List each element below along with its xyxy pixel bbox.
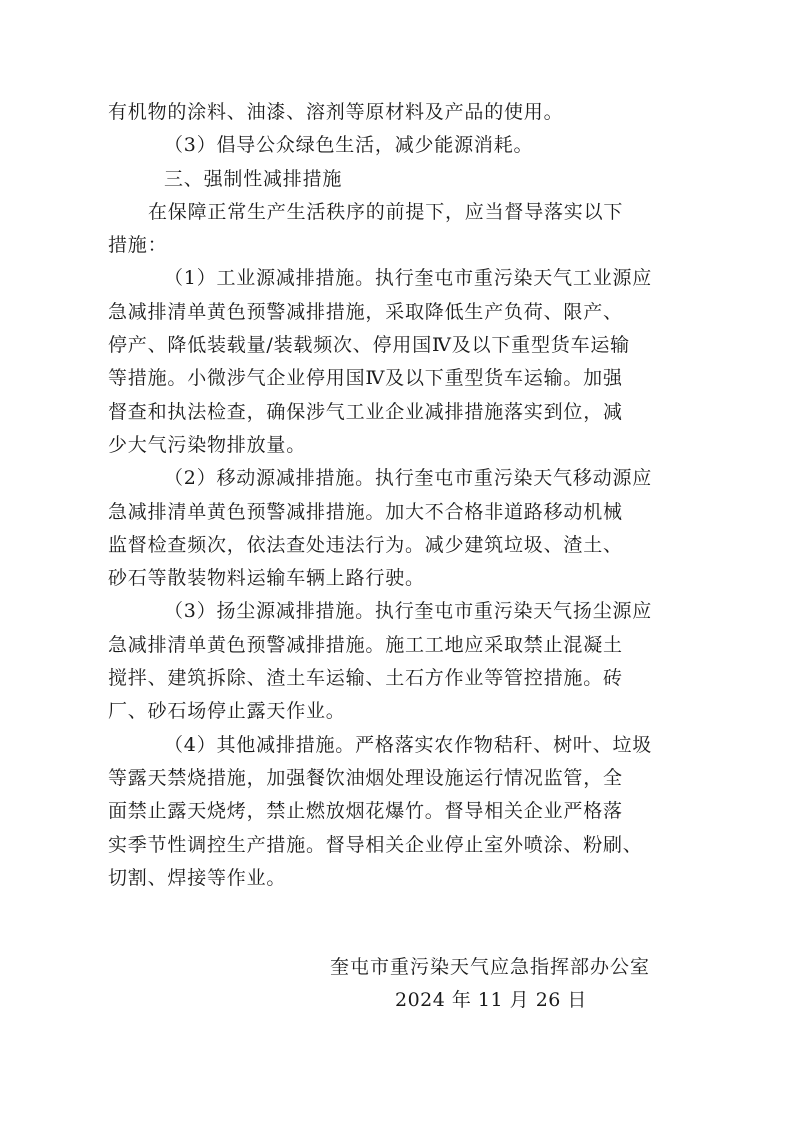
paragraph-line: 搅拌、建筑拆除、渣土车运输、土石方作业等管控措施。砖	[108, 667, 623, 690]
paragraph-line: 停产、降低装载量/装载频次、停用国Ⅳ及以下重型货车运输	[108, 334, 630, 357]
paragraph-line: （3）扬尘源减排措施。执行奎屯市重污染天气扬尘源应	[164, 600, 653, 623]
paragraph-line: 少大气污染物排放量。	[108, 433, 307, 456]
paragraph-line: （3）倡导公众绿色生活，减少能源消耗。	[164, 134, 534, 157]
paragraph-line: 在保障正常生产生活秩序的前提下，应当督导落实以下	[148, 200, 624, 223]
paragraph-line: 砂石等散装物料运输车辆上路行驶。	[108, 567, 425, 590]
paragraph-line: 急减排清单黄色预警减排措施，采取降低生产负荷、限产、	[108, 300, 623, 323]
paragraph-line: （4）其他减排措施。严格落实农作物秸秆、树叶、垃圾	[164, 733, 653, 756]
paragraph-line: 监督检查频次，依法查处违法行为。减少建筑垃圾、渣土、	[108, 533, 623, 556]
signature-date: 2024 年 11 月 26 日	[395, 989, 587, 1011]
paragraph-line: 急减排清单黄色预警减排措施。施工工地应采取禁止混凝土	[108, 633, 623, 656]
paragraph-line: 有机物的涂料、油漆、溶剂等原材料及产品的使用。	[108, 101, 564, 123]
paragraph-line: 切割、焊接等作业。	[108, 866, 287, 889]
paragraph-line: （2）移动源减排措施。执行奎屯市重污染天气移动源应	[164, 467, 653, 490]
paragraph-line: 等措施。小微涉气企业停用国Ⅳ及以下重型货车运输。加强	[108, 367, 623, 390]
paragraph-line: 督查和执法检查，确保涉气工业企业减排措施落实到位，减	[108, 400, 623, 423]
paragraph-line: 面禁止露天烧烤，禁止燃放烟花爆竹。督导相关企业严格落	[108, 800, 623, 823]
paragraph-line: （1）工业源减排措施。执行奎屯市重污染天气工业源应	[164, 267, 653, 290]
paragraph-line: 措施：	[108, 234, 168, 257]
paragraph-line: 急减排清单黄色预警减排措施。加大不合格非道路移动机械	[108, 500, 623, 523]
paragraph-line: 实季节性调控生产措施。督导相关企业停止室外喷涂、粉刷、	[108, 833, 643, 856]
signature-office: 奎屯市重污染天气应急指挥部办公室	[330, 956, 651, 978]
section-heading: 三、强制性减排措施	[164, 167, 343, 190]
document-body	[108, 96, 683, 895]
paragraph-line: 等露天禁烧措施，加强餐饮油烟处理设施运行情况监管，全	[108, 766, 623, 789]
paragraph-line: 厂、砂石场停止露天作业。	[108, 700, 346, 723]
